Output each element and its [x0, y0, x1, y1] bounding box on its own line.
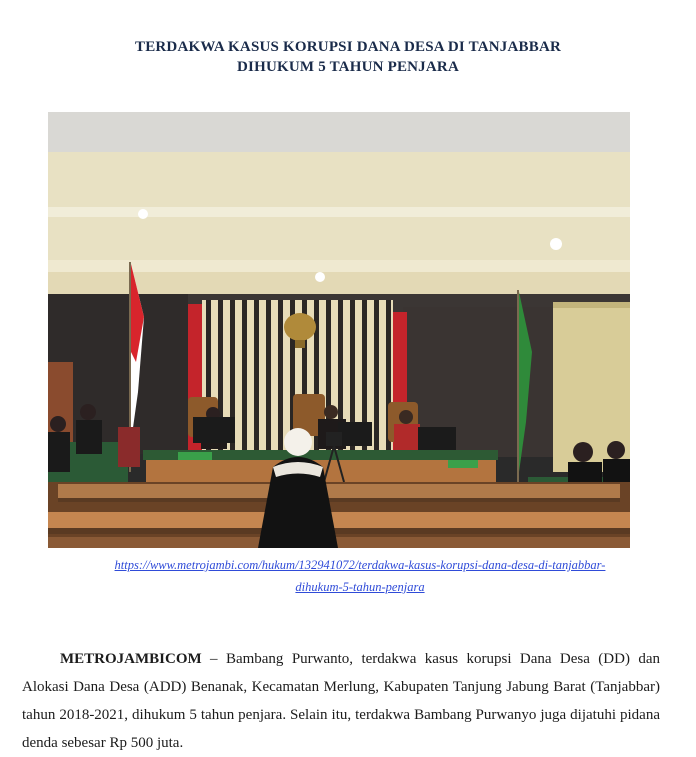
source-link-line-2[interactable]: dihukum-5-tahun-penjara	[295, 580, 425, 594]
article-body	[22, 645, 660, 757]
article-body-text: – Bambang Purwanto, terdakwa kasus korupsi Dana Desa (DD) dan Alokasi Dana Desa (ADD) Benanak, Kecamatan Merlung, Kabupaten Tanjung Jabung Barat (Tanjabbar) tahun 2018-2021, dihukum 5 tahun penjara. Selain itu, terdakwa Bambang Purwanyo juga dijatuhi pidana denda sebesar Rp 500 juta.	[22, 651, 660, 751]
article-title	[0, 37, 696, 77]
article-title-line-1: TERDAKWA KASUS KORUPSI DANA DESA DI TANJABBAR	[134, 39, 562, 55]
source-link[interactable]	[60, 554, 660, 598]
article-title-line-2: DIHUKUM 5 TAHUN PENJARA	[237, 59, 459, 75]
courtroom-photo	[48, 112, 630, 548]
article-lead: METROJAMBICOM	[60, 651, 202, 667]
source-link-line-1[interactable]: https://www.metrojambi.com/hukum/132941072/terdakwa-kasus-korupsi-dana-desa-di-tanjabbar-	[114, 558, 606, 572]
